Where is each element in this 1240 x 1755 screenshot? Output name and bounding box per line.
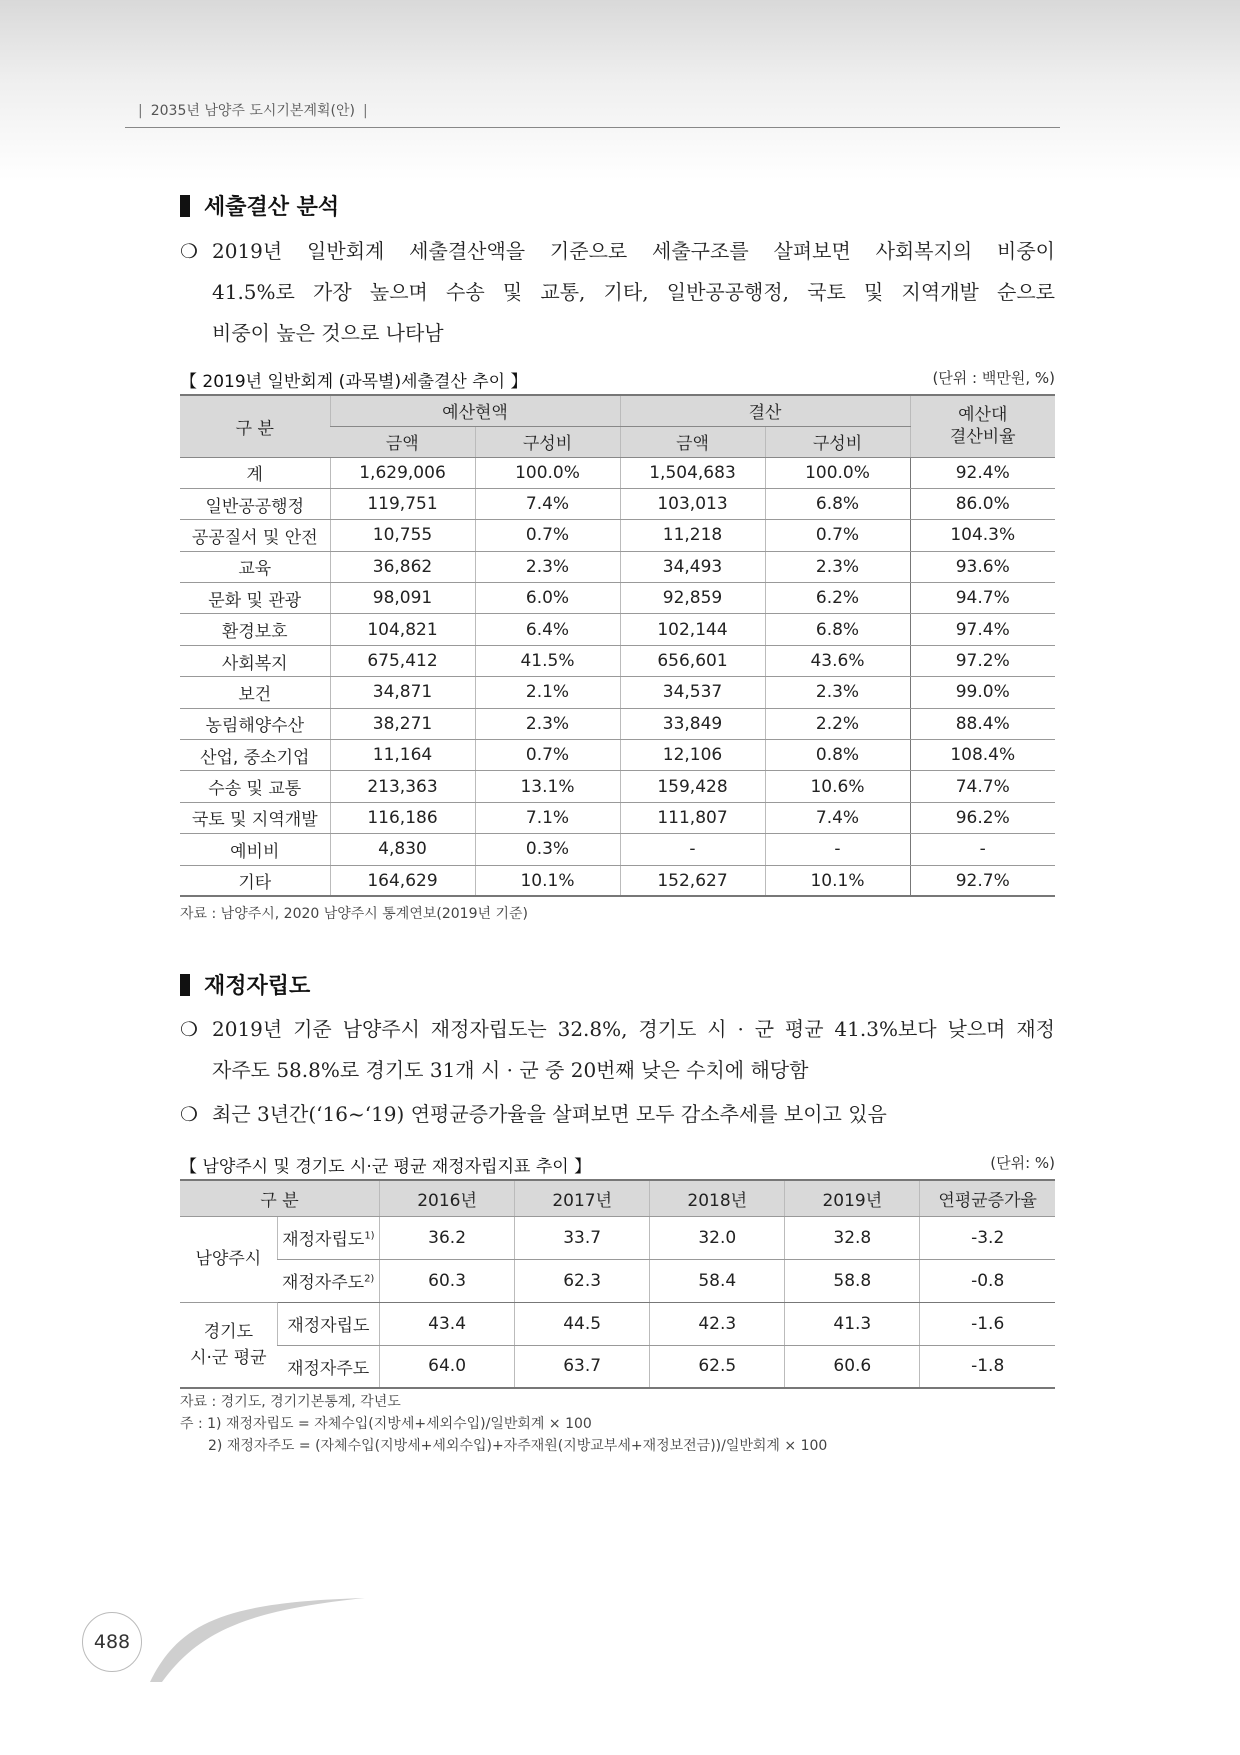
cell-cagr: -3.2 (920, 1216, 1055, 1259)
header-settle-share: 구성비 (765, 426, 910, 457)
cell-settle-share: 6.8% (765, 614, 910, 645)
paragraph-line-1: 2019년 일반회계 세출결산액을 기준으로 세출구조를 살펴보면 사회복지의 비중이 (212, 239, 1055, 263)
cell-budget-amount: 11,164 (330, 740, 475, 771)
cell-budget-amount: 213,363 (330, 771, 475, 802)
header-year-2016: 2016년 (380, 1180, 515, 1216)
row-label-text: 재정자주도 (281, 1273, 365, 1293)
cell-settle-amount: 152,627 (620, 865, 765, 896)
cell-settle-amount: 102,144 (620, 614, 765, 645)
expenditure-table (180, 394, 1055, 897)
header-ratio-line1: 예산대 (958, 405, 1008, 426)
row-label: 재정자주도 (277, 1345, 379, 1388)
row-category: 환경보호 (180, 614, 330, 645)
cell-budget-amount: 104,821 (330, 614, 475, 645)
row-label (277, 1216, 379, 1259)
header-year-2019: 2019년 (785, 1180, 920, 1216)
cell-ratio: 104.3% (910, 520, 1055, 551)
cell-value: 62.5 (650, 1345, 785, 1388)
row-category: 예비비 (180, 834, 330, 865)
table-row (180, 1259, 1055, 1302)
cell-settle-amount: 656,601 (620, 645, 765, 676)
cell-value: 36.2 (380, 1216, 515, 1259)
cell-settle-share: 0.8% (765, 740, 910, 771)
table-row (180, 1345, 1055, 1388)
cell-settle-amount: 34,493 (620, 551, 765, 582)
header-rule (125, 127, 1060, 128)
cell-ratio: - (910, 834, 1055, 865)
cell-value: 44.5 (515, 1302, 650, 1345)
table2-notes (180, 1391, 827, 1457)
table-row (180, 1302, 1055, 1345)
cell-value: 32.0 (650, 1216, 785, 1259)
header-year-2017: 2017년 (515, 1180, 650, 1216)
cell-settle-amount: 111,807 (620, 802, 765, 833)
paragraph-line-2: 자주도 58.8%로 경기도 31개 시 · 군 중 20번째 낮은 수치에 해당함 (212, 1058, 809, 1082)
cell-settle-share: 10.1% (765, 865, 910, 896)
cell-budget-share: 0.7% (475, 520, 620, 551)
cell-cagr: -1.8 (920, 1345, 1055, 1388)
cell-ratio: 74.7% (910, 771, 1055, 802)
cell-ratio: 97.2% (910, 645, 1055, 676)
cell-budget-amount: 119,751 (330, 488, 475, 519)
table-row (180, 583, 1055, 614)
cell-settle-share: 100.0% (765, 457, 910, 488)
paragraph-expenditure (180, 231, 1055, 354)
cell-ratio: 108.4% (910, 740, 1055, 771)
cell-cagr: -0.8 (920, 1259, 1055, 1302)
row-category: 기타 (180, 865, 330, 896)
bullet-circle-icon: ❍ (180, 1017, 198, 1041)
table2-note-2: 2) 재정자주도 = (자체수입(지방세+세외수입)+자주재원(지방교부세+재정보전금))/일반회계 × 100 (208, 1438, 828, 1454)
header-category: 구 분 (180, 395, 330, 457)
cell-ratio: 92.7% (910, 865, 1055, 896)
cell-budget-amount: 34,871 (330, 677, 475, 708)
cell-budget-amount: 164,629 (330, 865, 475, 896)
cell-settle-share: 43.6% (765, 645, 910, 676)
table-row (180, 771, 1055, 802)
header-bar-right: | (362, 103, 368, 119)
row-category: 사회복지 (180, 645, 330, 676)
header-budget-share: 구성비 (475, 426, 620, 457)
table2-unit: (단위: %) (990, 1154, 1055, 1172)
cell-budget-share: 13.1% (475, 771, 620, 802)
page-number: 488 (82, 1612, 142, 1672)
row-label (277, 1259, 379, 1302)
cell-budget-share: 7.1% (475, 802, 620, 833)
cell-value: 58.8 (785, 1259, 920, 1302)
header-settlement: 결산 (620, 395, 910, 426)
table-row (180, 677, 1055, 708)
cell-value: 33.7 (515, 1216, 650, 1259)
paragraph-text: 최근 3년간(‘16~‘19) 연평균증가율을 살펴보면 모두 감소추세를 보이고 있음 (212, 1102, 887, 1126)
table1-source: 자료 : 남양주시, 2020 남양주시 통계연보(2019년 기준) (180, 906, 528, 922)
cell-budget-amount: 10,755 (330, 520, 475, 551)
cell-value: 64.0 (380, 1345, 515, 1388)
cell-budget-share: 6.0% (475, 583, 620, 614)
cell-budget-share: 2.3% (475, 551, 620, 582)
row-label: 재정자립도 (277, 1302, 379, 1345)
cell-budget-share: 0.3% (475, 834, 620, 865)
cell-budget-amount: 98,091 (330, 583, 475, 614)
section-title-expenditure (180, 190, 339, 221)
cell-budget-amount: 4,830 (330, 834, 475, 865)
cell-ratio: 96.2% (910, 802, 1055, 833)
footnote-marker: 1) (364, 1230, 375, 1242)
cell-budget-share: 100.0% (475, 457, 620, 488)
cell-budget-share: 2.3% (475, 708, 620, 739)
section-square-icon (180, 974, 190, 996)
cell-settle-share: 10.6% (765, 771, 910, 802)
page-swoosh-decoration (110, 1590, 370, 1690)
table-row (180, 457, 1055, 488)
cell-settle-amount: 159,428 (620, 771, 765, 802)
table-row (180, 614, 1055, 645)
cell-value: 41.3 (785, 1302, 920, 1345)
paragraph-text (180, 231, 1055, 354)
cell-settle-amount: 103,013 (620, 488, 765, 519)
table2-caption (180, 1152, 1055, 1177)
cell-ratio: 88.4% (910, 708, 1055, 739)
cell-value: 62.3 (515, 1259, 650, 1302)
group-name-line1: 경기도 (203, 1321, 253, 1342)
cell-settle-amount: 92,859 (620, 583, 765, 614)
cell-budget-amount: 36,862 (330, 551, 475, 582)
cell-budget-share: 2.1% (475, 677, 620, 708)
table1-unit: (단위 : 백만원, %) (932, 369, 1055, 387)
row-category: 수송 및 교통 (180, 771, 330, 802)
running-header (130, 100, 376, 120)
cell-settle-share: 2.2% (765, 708, 910, 739)
table2-title: 【 남양주시 및 경기도 시·군 평균 재정자립지표 추이 】 (180, 1157, 592, 1177)
paragraph-line-3: 비중이 높은 것으로 나타남 (212, 321, 444, 345)
section-title-text: 재정자립도 (204, 974, 311, 999)
cell-value: 43.4 (380, 1302, 515, 1345)
table-row (180, 708, 1055, 739)
cell-settle-share: 2.3% (765, 677, 910, 708)
header-cagr: 연평균증가율 (920, 1180, 1055, 1216)
cell-settle-amount: 34,537 (620, 677, 765, 708)
bullet-circle-icon: ❍ (180, 1102, 198, 1126)
row-category: 농림해양수산 (180, 708, 330, 739)
cell-budget-share: 10.1% (475, 865, 620, 896)
cell-settle-share: 7.4% (765, 802, 910, 833)
paragraph-line-2: 41.5%로 가장 높으며 수송 및 교통, 기타, 일반공공행정, 국토 및 지역개발 순으로 (212, 280, 1055, 304)
paragraph-fiscal-1 (180, 1009, 1055, 1091)
header-settle-amount: 금액 (620, 426, 765, 457)
table2-note-1: 주 : 1) 재정자립도 = 자체수입(지방세+세외수입)/일반회계 × 100 (180, 1416, 592, 1432)
row-category: 보건 (180, 677, 330, 708)
cell-ratio: 93.6% (910, 551, 1055, 582)
paragraph-fiscal-2 (180, 1094, 1055, 1135)
row-category: 공공질서 및 안전 (180, 520, 330, 551)
cell-budget-share: 0.7% (475, 740, 620, 771)
cell-budget-amount: 116,186 (330, 802, 475, 833)
cell-value: 42.3 (650, 1302, 785, 1345)
cell-budget-amount: 1,629,006 (330, 457, 475, 488)
cell-value: 58.4 (650, 1259, 785, 1302)
table2-source: 자료 : 경기도, 경기기본통계, 각년도 (180, 1394, 401, 1410)
row-category: 산업, 중소기업 (180, 740, 330, 771)
table-row (180, 802, 1055, 833)
cell-budget-amount: 675,412 (330, 645, 475, 676)
cell-value: 63.7 (515, 1345, 650, 1388)
paragraph-text (180, 1009, 1055, 1091)
header-budget: 예산현액 (330, 395, 620, 426)
fiscal-independence-table (180, 1179, 1055, 1389)
cell-settle-share: 6.2% (765, 583, 910, 614)
cell-settle-share: 2.3% (765, 551, 910, 582)
header-ratio-line2: 결산비율 (949, 427, 1016, 448)
cell-budget-share: 41.5% (475, 645, 620, 676)
header-year-2018: 2018년 (650, 1180, 785, 1216)
section-title-fiscal (180, 969, 310, 1000)
row-category: 일반공공행정 (180, 488, 330, 519)
cell-ratio: 94.7% (910, 583, 1055, 614)
cell-value: 32.8 (785, 1216, 920, 1259)
table-row (180, 834, 1055, 865)
cell-settle-share: 6.8% (765, 488, 910, 519)
group-gyeonggi (180, 1302, 277, 1388)
section-square-icon (180, 195, 190, 217)
cell-settle-share: 0.7% (765, 520, 910, 551)
row-label-text: 재정자립도 (282, 1230, 365, 1250)
cell-ratio: 86.0% (910, 488, 1055, 519)
cell-ratio: 97.4% (910, 614, 1055, 645)
row-category: 문화 및 관광 (180, 583, 330, 614)
cell-budget-amount: 38,271 (330, 708, 475, 739)
cell-ratio: 92.4% (910, 457, 1055, 488)
table1-caption (180, 367, 1055, 392)
cell-settle-amount: 12,106 (620, 740, 765, 771)
table-row (180, 1216, 1055, 1259)
footnote-marker: 2) (364, 1273, 375, 1285)
cell-value: 60.3 (380, 1259, 515, 1302)
table-row (180, 488, 1055, 519)
bullet-circle-icon: ❍ (180, 239, 198, 263)
header-band (0, 0, 1240, 180)
section-title-text: 세출결산 분석 (204, 195, 340, 220)
cell-settle-amount: - (620, 834, 765, 865)
cell-cagr: -1.6 (920, 1302, 1055, 1345)
table-row (180, 645, 1055, 676)
row-category: 국토 및 지역개발 (180, 802, 330, 833)
row-category: 교육 (180, 551, 330, 582)
cell-ratio: 99.0% (910, 677, 1055, 708)
header-bar-left: | (138, 103, 143, 119)
running-title: 2035년 남양주 도시기본계획(안) (150, 103, 355, 119)
header-budget-amount: 금액 (330, 426, 475, 457)
table-row (180, 865, 1055, 896)
cell-settle-amount: 33,849 (620, 708, 765, 739)
table1-title: 【 2019년 일반회계 (과목별)세출결산 추이 】 (180, 372, 528, 392)
table-row (180, 520, 1055, 551)
cell-value: 60.6 (785, 1345, 920, 1388)
group-name-line2: 시·군 평균 (190, 1347, 267, 1368)
cell-budget-share: 7.4% (475, 488, 620, 519)
cell-settle-share: - (765, 834, 910, 865)
row-category: 계 (180, 457, 330, 488)
header-category: 구 분 (180, 1180, 380, 1216)
group-namyangju: 남양주시 (180, 1216, 277, 1302)
header-ratio (910, 395, 1055, 457)
cell-settle-amount: 1,504,683 (620, 457, 765, 488)
table-row (180, 740, 1055, 771)
table-row (180, 551, 1055, 582)
cell-budget-share: 6.4% (475, 614, 620, 645)
cell-settle-amount: 11,218 (620, 520, 765, 551)
paragraph-line-1: 2019년 기준 남양주시 재정자립도는 32.8%, 경기도 시 · 군 평균 41.3%보다 낮으며 재정 (212, 1017, 1055, 1041)
